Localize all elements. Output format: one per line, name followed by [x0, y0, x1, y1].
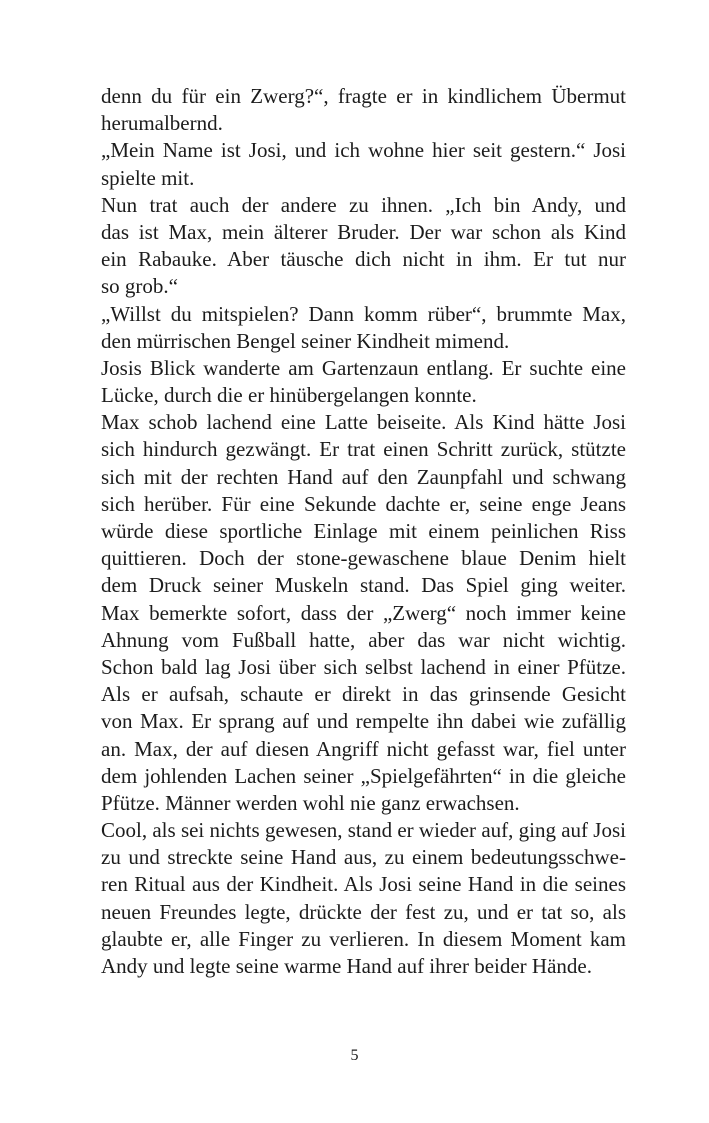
paragraph: [101, 301, 626, 355]
page-number: 5: [350, 1047, 359, 1064]
text-line: glaubte er, alle Finger zu verlieren. In diesem Moment kam: [101, 926, 626, 951]
text-line: ein Rabauke. Aber täusche dich nicht in ihm. Er tut nur: [101, 247, 626, 272]
text-line: zu und streckte seine Hand aus, zu einem bedeutungsschwe-: [101, 845, 626, 870]
text-line: dem johlenden Lachen seiner „Spielgefährten“ in die gleiche: [101, 763, 626, 788]
text-line: Lücke, durch die er hinübergelangen konnte.: [101, 383, 477, 408]
paragraph: [101, 355, 626, 409]
paragraph: [101, 137, 626, 191]
paragraph: [101, 192, 626, 301]
body-text: [101, 83, 626, 980]
text-line: ren Ritual aus der Kindheit. Als Josi seine Hand in die seines: [101, 872, 626, 897]
text-line: Josis Blick wanderte am Gartenzaun entlang. Er suchte eine: [101, 355, 626, 380]
text-line: an. Max, der auf diesen Angriff nicht gefasst war, fiel unter: [101, 736, 626, 761]
text-line: sich mit der rechten Hand auf den Zaunpfahl und schwang: [101, 464, 626, 489]
paragraph: [101, 817, 626, 980]
text-line: sich herüber. Für eine Sekunde dachte er, seine enge Jeans: [101, 491, 626, 516]
text-line: quittieren. Doch der stone-gewaschene blaue Denim hielt: [101, 546, 626, 571]
paragraph: [101, 409, 626, 817]
text-line: Pfütze. Männer werden wohl nie ganz erwachsen.: [101, 790, 520, 815]
text-line: „Mein Name ist Josi, und ich wohne hier seit gestern.“ Josi: [101, 138, 626, 163]
text-line: Max bemerkte sofort, dass der „Zwerg“ noch immer keine: [101, 600, 626, 625]
text-line: so grob.“: [101, 274, 178, 299]
text-line: dem Druck seiner Muskeln stand. Das Spiel ging weiter.: [101, 573, 626, 598]
text-line: Schon bald lag Josi über sich selbst lachend in einer Pfütze.: [101, 654, 626, 679]
text-line: Als er aufsah, schaute er direkt in das grinsende Gesicht: [101, 682, 626, 707]
text-line: denn du für ein Zwerg?“, fragte er in kindlichem Übermut: [101, 84, 626, 108]
text-line: „Willst du mitspielen? Dann komm rüber“, brummte Max,: [101, 301, 626, 326]
text-line: Max schob lachend eine Latte beiseite. Als Kind hätte Josi: [101, 410, 626, 435]
text-line: herumalbernd.: [101, 111, 223, 136]
text-line: das ist Max, mein älterer Bruder. Der war schon als Kind: [101, 219, 626, 244]
text-line: sich hindurch gezwängt. Er trat einen Schritt zurück, stützte: [101, 437, 626, 462]
text-line: Andy und legte seine warme Hand auf ihrer beider Hände.: [101, 954, 592, 978]
text-line: würde diese sportliche Einlage mit einem peinlichen Riss: [101, 519, 626, 543]
text-line: spielte mit.: [101, 165, 195, 190]
text-line: Nun trat auch der andere zu ihnen. „Ich bin Andy, und: [101, 192, 626, 217]
text-line: von Max. Er sprang auf und rempelte ihn dabei wie zufällig: [101, 709, 626, 734]
text-line: den mürrischen Bengel seiner Kindheit mimend.: [101, 328, 510, 353]
paragraph: [101, 83, 626, 137]
text-line: Ahnung vom Fußball hatte, aber das war nicht wichtig.: [101, 627, 626, 652]
text-line: neuen Freundes legte, drückte der fest zu, und er tat so, als: [101, 899, 626, 924]
text-line: Cool, als sei nichts gewesen, stand er wieder auf, ging auf Josi: [101, 818, 626, 843]
